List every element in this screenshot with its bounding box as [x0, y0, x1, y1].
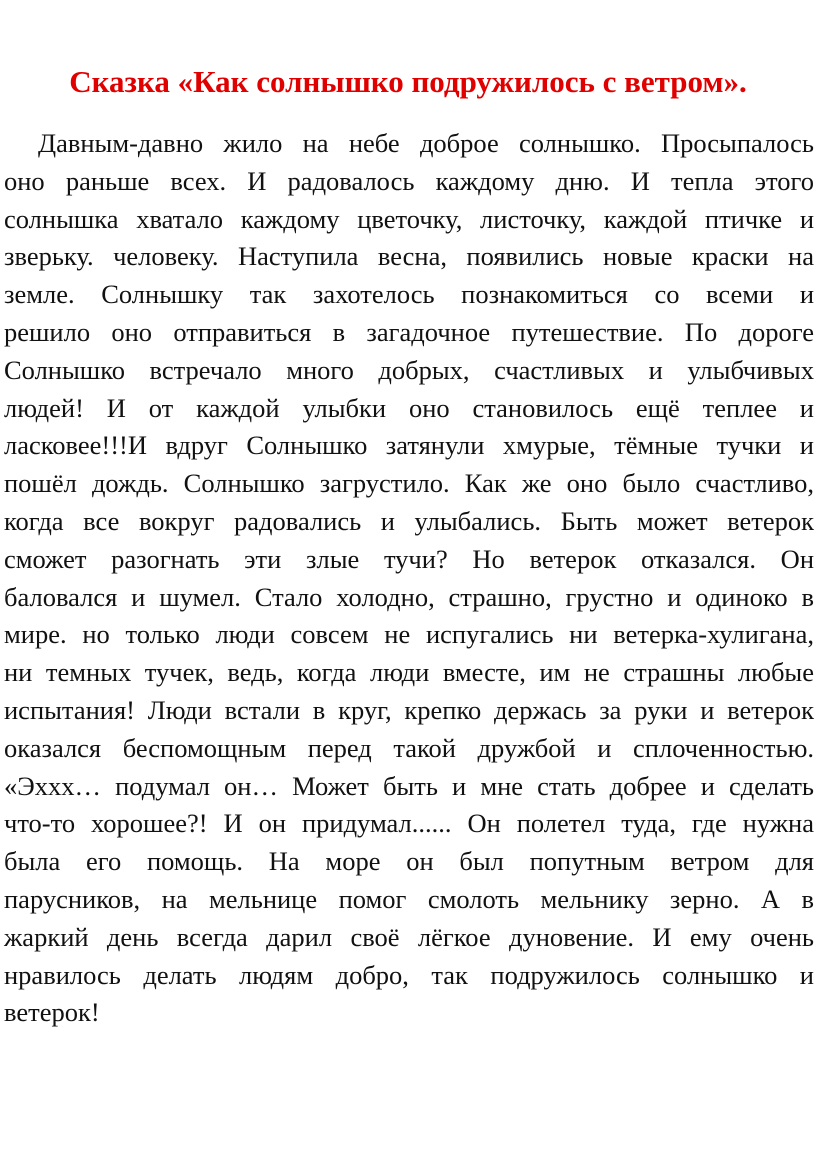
text-line: парусников, на мельнице помог смолоть мельнику зерно. А в — [4, 883, 814, 914]
text-line: решило оно отправиться в загадочное путешествие. По дороге — [4, 316, 814, 347]
text-line: солнышка хватало каждому цветочку, листочку, каждой птичке и — [4, 203, 814, 234]
text-line: жаркий день всегда дарил своё лёгкое дуновение. И ему очень — [4, 921, 814, 952]
text-line: Солнышко встречало много добрых, счастливых и улыбчивых — [4, 354, 814, 385]
text-line: пошёл дождь. Солнышко загрустило. Как же оно было счастливо, — [4, 468, 814, 499]
text-line: сможет разогнать эти злые тучи? Но ветерок отказался. Он — [4, 543, 814, 574]
text-line: зверьку. человеку. Наступила весна, появились новые краски на — [4, 241, 814, 272]
text-line: баловался и шумел. Стало холодно, страшно, грустно и одиноко в — [4, 581, 814, 612]
text-line: оказался беспомощным перед такой дружбой и сплоченностью. — [4, 732, 814, 763]
story-title: Сказка «Как солнышко подружилось с ветром». — [69, 64, 747, 99]
text-line: ласковее!!!И вдруг Солнышко затянули хмурые, тёмные тучки и — [4, 430, 814, 461]
text-line: когда все вокруг радовались и улыбались. Быть может ветерок — [4, 505, 814, 536]
text-line: что-то хорошее?! И он придумал...... Он полетел туда, где нужна — [4, 808, 814, 839]
text-line: нравилось делать людям добро, так подружилось солнышко и — [4, 959, 814, 990]
text-line: «Эххх… подумал он… Может быть и мне стать добрее и сделать — [4, 770, 814, 801]
text-line: оно раньше всех. И радовалось каждому дню. И тепла этого — [4, 165, 814, 196]
text-line: ни темных тучек, ведь, когда люди вместе, им не страшны любые — [4, 657, 814, 688]
text-line: мире. но только люди совсем не испугались ни ветерка-хулигана, — [4, 619, 814, 650]
text-line: была его помощь. На море он был попутным ветром для — [4, 846, 814, 877]
story-body — [4, 125, 814, 1032]
text-line: испытания! Люди встали в круг, крепко держась за руки и ветерок — [4, 694, 814, 725]
text-line: земле. Солнышку так захотелось познакомиться со всеми и — [4, 279, 814, 310]
text-line: Давным-давно жило на небе доброе солнышко. Просыпалось — [38, 128, 814, 158]
text-line: ветерок! — [4, 997, 100, 1028]
text-line: людей! И от каждой улыбки оно становилось ещё теплее и — [4, 392, 814, 423]
